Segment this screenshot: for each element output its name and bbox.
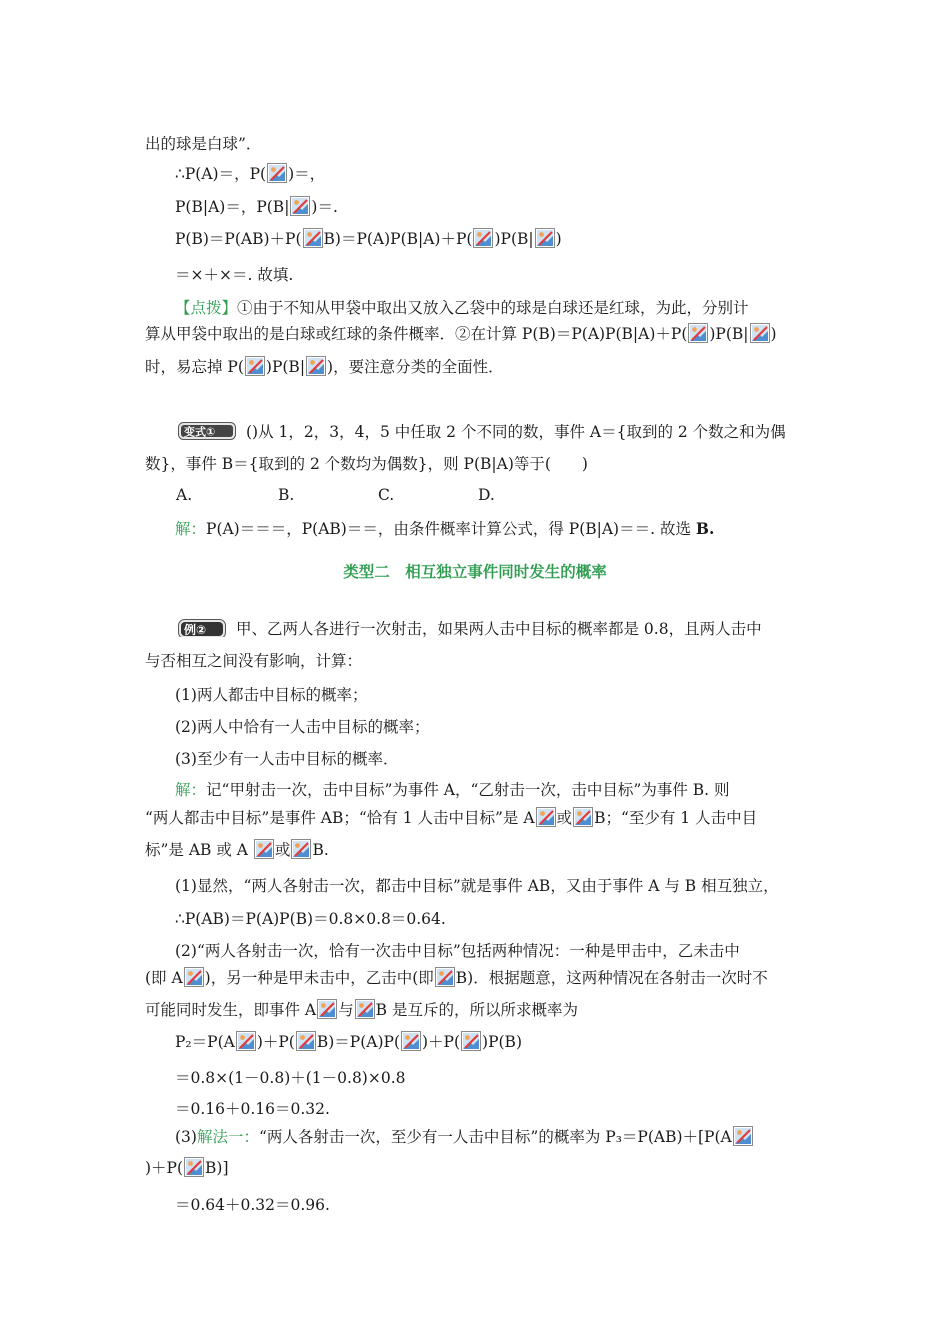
solution-line: (3)解法一：“两人各射击一次，至少有一人击中目标”的概率为 P₃＝P(AB)＋[P(A: [175, 1126, 754, 1148]
example-line: 例② 甲、乙两人各进行一次射击，如果两人击中目标的概率都是 0.8，且两人击中: [178, 618, 762, 640]
text-line: 与否相互之间没有影响，计算：: [145, 652, 363, 670]
variant-line: 变式① ()从 1，2，3，4，5 中任取 2 个不同的数，事件 A＝{取到的 2 个数之和为偶: [178, 421, 786, 443]
text-line: 时，易忘掉 P( )P(B| )，要注意分类的全面性．: [145, 358, 504, 376]
broken-image-icon: [733, 1126, 753, 1146]
text-line: (3)至少有一人击中目标的概率．: [175, 750, 399, 768]
variant-badge: [178, 422, 236, 440]
formula-line: )＋P( B)]: [145, 1159, 229, 1177]
broken-image-icon: [296, 1031, 316, 1051]
broken-image-icon: [245, 356, 265, 376]
formula-line: P(B)＝P(AB)＋P( B)＝P(A)P(B|A)＋P( )P(B| ): [175, 230, 562, 248]
broken-image-icon: [317, 999, 337, 1019]
option-a: A.: [176, 486, 193, 504]
broken-image-icon: [535, 228, 555, 248]
text-line: 出的球是白球”．: [145, 135, 262, 153]
broken-image-icon: [184, 967, 204, 987]
solution-label: 解：: [175, 520, 207, 538]
broken-image-icon: [473, 228, 493, 248]
tip-label: 【点拨】: [175, 299, 238, 317]
broken-image-icon: [236, 1031, 256, 1051]
tip-line: 【点拨】①由于不知从甲袋中取出又放入乙袋中的球是白球还是红球，为此，分别计: [175, 299, 749, 317]
solution-label: 解：: [175, 781, 207, 799]
text-line: 算从甲袋中取出的是白球或红球的条件概率．②在计算 P(B)＝P(A)P(B|A)＋P( )P(B| ): [145, 325, 777, 343]
broken-image-icon: [573, 807, 593, 827]
text-line: (1)两人都击中目标的概率；: [175, 686, 368, 704]
option-b: B.: [278, 486, 295, 504]
formula-line: ＝0.8×(1－0.8)＋(1－0.8)×0.8: [175, 1069, 406, 1087]
broken-image-icon: [401, 1031, 421, 1051]
solution-line: 解：P(A)＝＝＝，P(AB)＝＝，由条件概率计算公式，得 P(B|A)＝＝. 故选 B.: [175, 519, 715, 538]
text-line: (即 A )，另一种是甲未击中，乙击中(即 B)．根据题意，这两种情况在各射击一次时不: [145, 969, 768, 987]
example-badge: [178, 619, 226, 637]
text-line: (1)显然，“两人各射击一次，都击中目标”就是事件 AB，又由于事件 A 与 B 相互独立，: [175, 877, 779, 895]
section-heading: 类型二 相互独立事件同时发生的概率: [343, 562, 607, 581]
broken-image-icon: [461, 1031, 481, 1051]
broken-image-icon: [303, 228, 323, 248]
text-line: ∴P(A)＝，P( )＝，: [175, 165, 326, 183]
broken-image-icon: [306, 356, 326, 376]
broken-image-icon: [267, 163, 287, 183]
formula-line: ＝0.16＋0.16＝0.32.: [175, 1100, 330, 1118]
broken-image-icon: [290, 196, 310, 216]
broken-image-icon: [355, 999, 375, 1019]
formula-line: ∴P(AB)＝P(A)P(B)＝0.8×0.8＝0.64.: [175, 910, 446, 928]
text-line: ＝×＋×＝. 故填.: [175, 266, 294, 284]
solution-line: 解：记“甲射击一次，击中目标”为事件 A，“乙射击一次，击中目标”为事件 B. 则: [175, 781, 730, 799]
formula-line: P₂＝P(A )＋P( B)＝P(A)P( )＋P( )P(B): [175, 1033, 522, 1051]
text-line: (2)“两人各射击一次，恰有一次击中目标”包括两种情况：一种是甲击中，乙未击中: [175, 942, 740, 960]
text-line: (2)两人中恰有一人击中目标的概率；: [175, 718, 430, 736]
svg-text:例②: 例②: [184, 623, 207, 637]
text-line: P(B|A)＝，P(B| )＝.: [175, 198, 338, 216]
broken-image-icon: [254, 839, 274, 859]
broken-image-icon: [291, 839, 311, 859]
text-line: 标”是 AB 或 A 或 B.: [145, 841, 329, 859]
text-line: “两人都击中目标”是事件 AB；“恰有 1 人击中目标”是 A 或 B；“至少有 1 人击中目: [145, 809, 758, 827]
broken-image-icon: [184, 1157, 204, 1177]
text-line: 可能同时发生，即事件 A 与 B 是互斥的，所以所求概率为: [145, 1001, 578, 1019]
broken-image-icon: [536, 807, 556, 827]
broken-image-icon: [688, 323, 708, 343]
formula-line: ＝0.64＋0.32＝0.96.: [175, 1196, 330, 1214]
option-c: C.: [378, 486, 395, 504]
solution-method-label: 解法一：: [196, 1128, 259, 1146]
text-line: 数}，事件 B＝{取到的 2 个数均为偶数}，则 P(B|A)等于( ): [145, 455, 588, 473]
option-d: D.: [478, 486, 495, 504]
broken-image-icon: [750, 323, 770, 343]
svg-text:变式①: 变式①: [184, 425, 216, 439]
broken-image-icon: [435, 967, 455, 987]
